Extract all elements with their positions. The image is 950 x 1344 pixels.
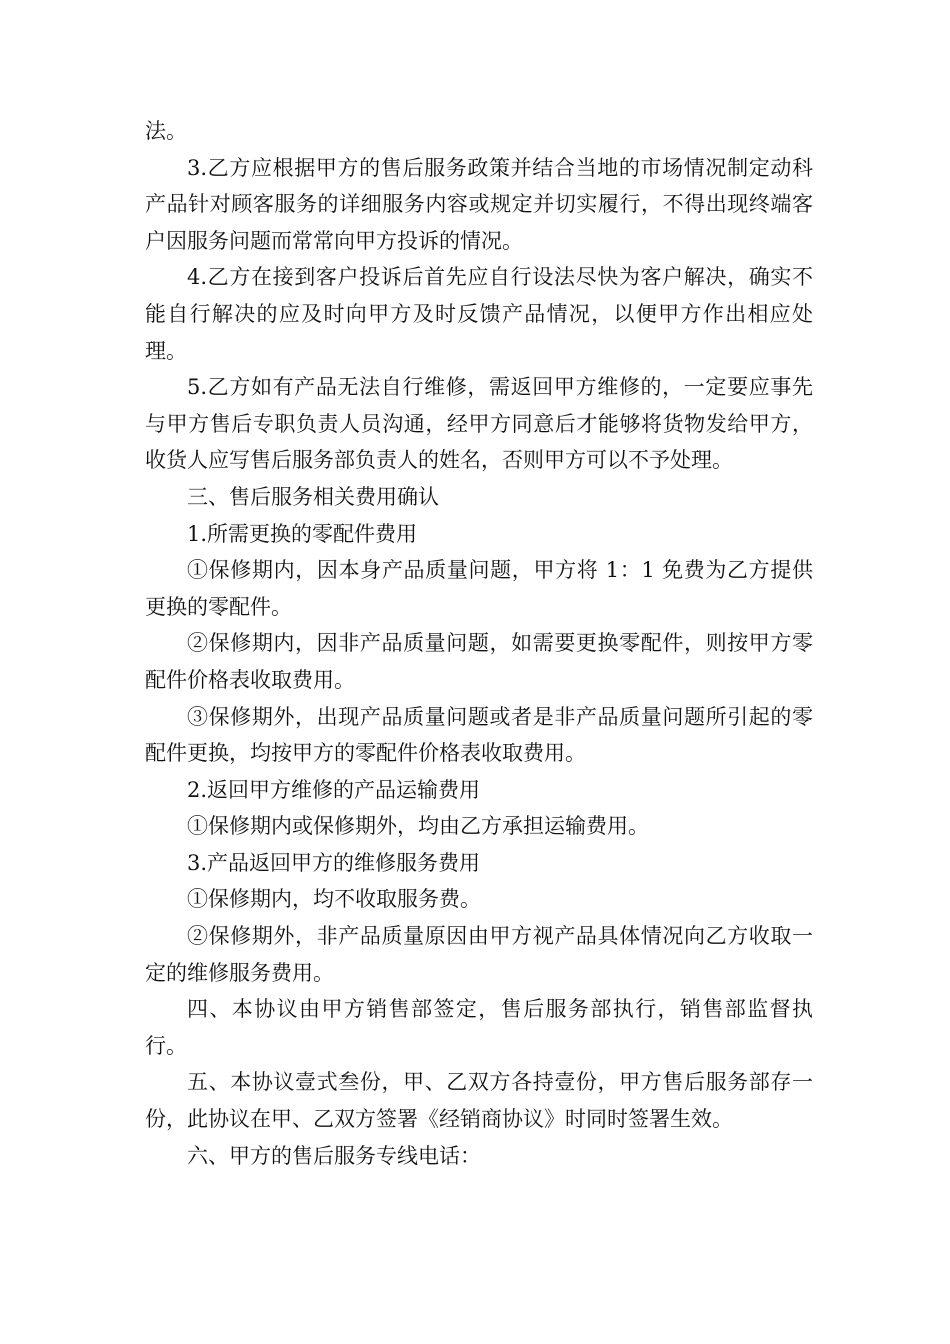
subheading-shipping-cost: 2.返回甲方维修的产品运输费用 <box>187 777 481 802</box>
section-heading-6: 六、甲方的售后服务专线电话： <box>187 1143 481 1168</box>
paragraph-clause-3: 3.乙方应根据甲方的售后服务政策并结合当地的市场情况制定动科产品针对顾客服务的详细服务内容或规定并切实履行，不得出现终端客户因服务问题而常常向甲方投诉的情况。 <box>145 155 813 253</box>
paragraph-parts-3: ③保修期外，出现产品质量问题或者是非产品质量问题所引起的零配件更换，均按甲方的零配件价格表收取费用。 <box>145 704 813 766</box>
subheading-service-fee: 3.产品返回甲方的维修服务费用 <box>187 850 481 875</box>
paragraph-fa-end: 法。 <box>145 119 187 143</box>
paragraph-service-1: ①保修期内，均不收取服务费。 <box>187 887 481 912</box>
section-heading-3: 三、售后服务相关费用确认 <box>187 484 439 509</box>
section-heading-4: 四、本协议由甲方销售部签定，售后服务部执行，销售部监督执行。 <box>145 997 813 1058</box>
paragraph-parts-2: ②保修期内，因非产品质量问题，如需要更换零配件，则按甲方零配件价格表收取费用。 <box>145 631 813 692</box>
paragraph-parts-1: ①保修期内，因本身产品质量问题，甲方将 1：1 免费为乙方提供更换的零配件。 <box>145 558 813 619</box>
paragraph-clause-5: 5.乙方如有产品无法自行维修，需返回甲方维修的，一定要应事先与甲方售后专职负责人员沟通，经甲方同意后才能够将货物发给甲方，收货人应写售后服务部负责人的姓名，否则甲方可以不予处理。 <box>145 375 813 473</box>
paragraph-clause-4: 4.乙方在接到客户投诉后首先应自行设法尽快为客户解决，确实不能自行解决的应及时向甲方及时反馈产品情况，以便甲方作出相应处理。 <box>145 265 813 363</box>
section-heading-5: 五、本协议壹式叁份，甲、乙双方各持壹份，甲方售后服务部存一份，此协议在甲、乙双方签署《经销商协议》时同时签署生效。 <box>145 1070 813 1132</box>
paragraph-service-2: ②保修期外，非产品质量原因由甲方视产品具体情况向乙方收取一定的维修服务费用。 <box>145 924 813 985</box>
subheading-parts-cost: 1.所需更换的零配件费用 <box>187 521 418 546</box>
document-body <box>145 113 813 1174</box>
paragraph-shipping-1: ①保修期内或保修期外，均由乙方承担运输费用。 <box>187 814 649 839</box>
